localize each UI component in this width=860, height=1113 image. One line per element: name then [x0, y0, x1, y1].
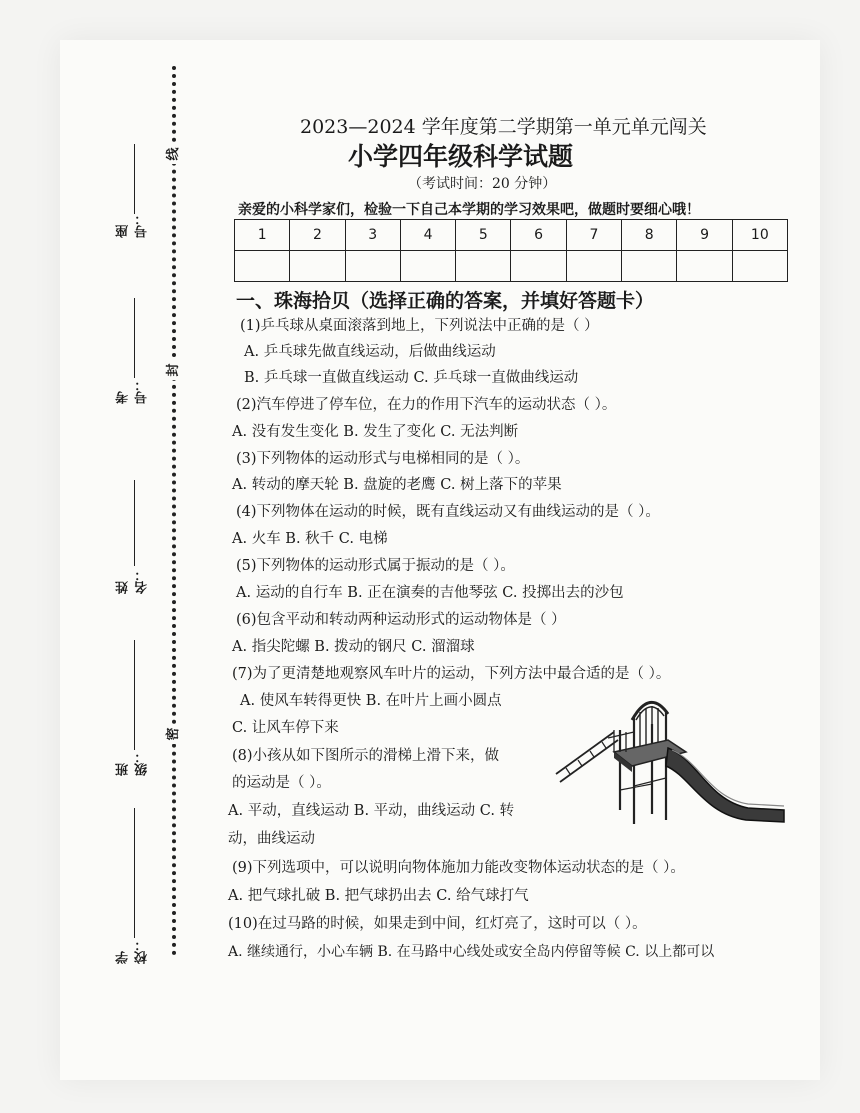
class-line[interactable] [134, 640, 135, 750]
answer-cell[interactable] [566, 251, 621, 282]
question-6: (6)包含平动和转动两种运动形式的运动物体是（ ） [236, 612, 566, 628]
answer-cell[interactable] [400, 251, 455, 282]
binding-dotted-line [172, 66, 176, 956]
answer-number: 6 [511, 220, 566, 251]
binding-strip [100, 60, 190, 964]
answer-number: 2 [290, 220, 345, 251]
question-9-options: A. 把气球扎破 B. 把气球扔出去 C. 给气球打气 [228, 888, 529, 904]
question-1-option-a: A. 乒乓球先做直线运动，后做曲线运动 [244, 344, 496, 360]
school-label: 学校： [116, 938, 150, 964]
question-10: (10)在过马路的时候，如果走到中间，红灯亮了，这时可以（ ）。 [228, 916, 647, 932]
question-7-options-ab: A. 使风车转得更快 B. 在叶片上画小圆点 [240, 693, 502, 709]
question-2-options: A. 没有发生变化 B. 发生了变化 C. 无法判断 [232, 424, 519, 440]
name-label: 姓名： [116, 568, 150, 594]
answer-cell[interactable] [732, 251, 787, 282]
answer-cell[interactable] [235, 251, 290, 282]
exam-title: 小学四年级科学试题 [348, 142, 574, 171]
answer-number: 3 [345, 220, 400, 251]
answer-cell[interactable] [511, 251, 566, 282]
question-3-options: A. 转动的摩天轮 B. 盘旋的老鹰 C. 树上落下的苹果 [232, 477, 562, 493]
question-4: (4)下列物体在运动的时候，既有直线运动又有曲线运动的是（ ）。 [236, 504, 660, 520]
answer-card-table [234, 219, 788, 282]
question-8-cont: 的运动是（ ）。 [232, 775, 331, 791]
question-3: (3)下列物体的运动形式与电梯相同的是（ ）。 [236, 451, 530, 467]
answer-number: 9 [677, 220, 732, 251]
question-5-options: A. 运动的自行车 B. 正在演奏的吉他琴弦 C. 投掷出去的沙包 [236, 585, 624, 601]
question-1: (1)乒乓球从桌面滚落到地上，下列说法中正确的是（ ） [240, 318, 599, 334]
answer-cell[interactable] [677, 251, 732, 282]
question-9: (9)下列选项中，可以说明向物体施加力能改变物体运动状态的是（ ）。 [232, 860, 685, 876]
question-7-option-c: C. 让风车停下来 [232, 720, 339, 736]
seat-label: 座号： [116, 212, 150, 238]
class-label: 班级： [116, 750, 150, 776]
question-10-options: A. 继续通行，小心车辆 B. 在马路中心线处或安全岛内停留等候 C. 以上都可以 [228, 944, 715, 960]
answer-cell[interactable] [622, 251, 677, 282]
exam-no-label: 考号： [116, 378, 150, 404]
answer-number: 7 [566, 220, 621, 251]
answer-number: 4 [400, 220, 455, 251]
answer-cell[interactable] [345, 251, 400, 282]
section-1-title: 一、珠海拾贝（选择正确的答案，并填好答题卡） [236, 290, 655, 312]
question-1-options-bc: B. 乒乓球一直做直线运动 C. 乒乓球一直做曲线运动 [244, 370, 579, 386]
seal-mark-line: 线 [164, 144, 184, 164]
term-title: 2023—2024 学年度第二学期第一单元单元闯关 [300, 116, 707, 138]
question-7: (7)为了更清楚地观察风车叶片的运动，下列方法中最合适的是（ ）。 [232, 666, 671, 682]
answer-card-number-row [235, 220, 788, 251]
exam-time: （考试时间：20 分钟） [408, 176, 557, 192]
question-8-options: A. 平动，直线运动 B. 平动，曲线运动 C. 转 [228, 803, 515, 819]
answer-cell[interactable] [290, 251, 345, 282]
question-8-options-cont: 动，曲线运动 [228, 831, 315, 847]
intro-text: 亲爱的小科学家们，检验一下自己本学期的学习效果吧，做题时要细心哦！ [238, 202, 700, 218]
answer-number: 1 [235, 220, 290, 251]
name-line[interactable] [134, 480, 135, 566]
answer-cell[interactable] [456, 251, 511, 282]
answer-number: 8 [622, 220, 677, 251]
answer-number: 10 [732, 220, 787, 251]
seat-line[interactable] [134, 144, 135, 214]
question-4-options: A. 火车 B. 秋千 C. 电梯 [232, 531, 388, 547]
slide-illustration [548, 690, 788, 830]
seal-mark-secret: 密 [164, 724, 184, 744]
question-6-options: A. 指尖陀螺 B. 拨动的钢尺 C. 溜溜球 [232, 639, 475, 655]
question-8: (8)小孩从如下图所示的滑梯上滑下来，做 [232, 748, 500, 764]
answer-number: 5 [456, 220, 511, 251]
school-line[interactable] [134, 808, 135, 938]
exam-no-line[interactable] [134, 298, 135, 378]
answer-card-blank-row [235, 251, 788, 282]
question-2: (2)汽车停进了停车位，在力的作用下汽车的运动状态（ ）。 [236, 397, 617, 413]
seal-mark-seal: 封 [164, 360, 184, 380]
question-5: (5)下列物体的运动形式属于振动的是（ ）。 [236, 558, 515, 574]
